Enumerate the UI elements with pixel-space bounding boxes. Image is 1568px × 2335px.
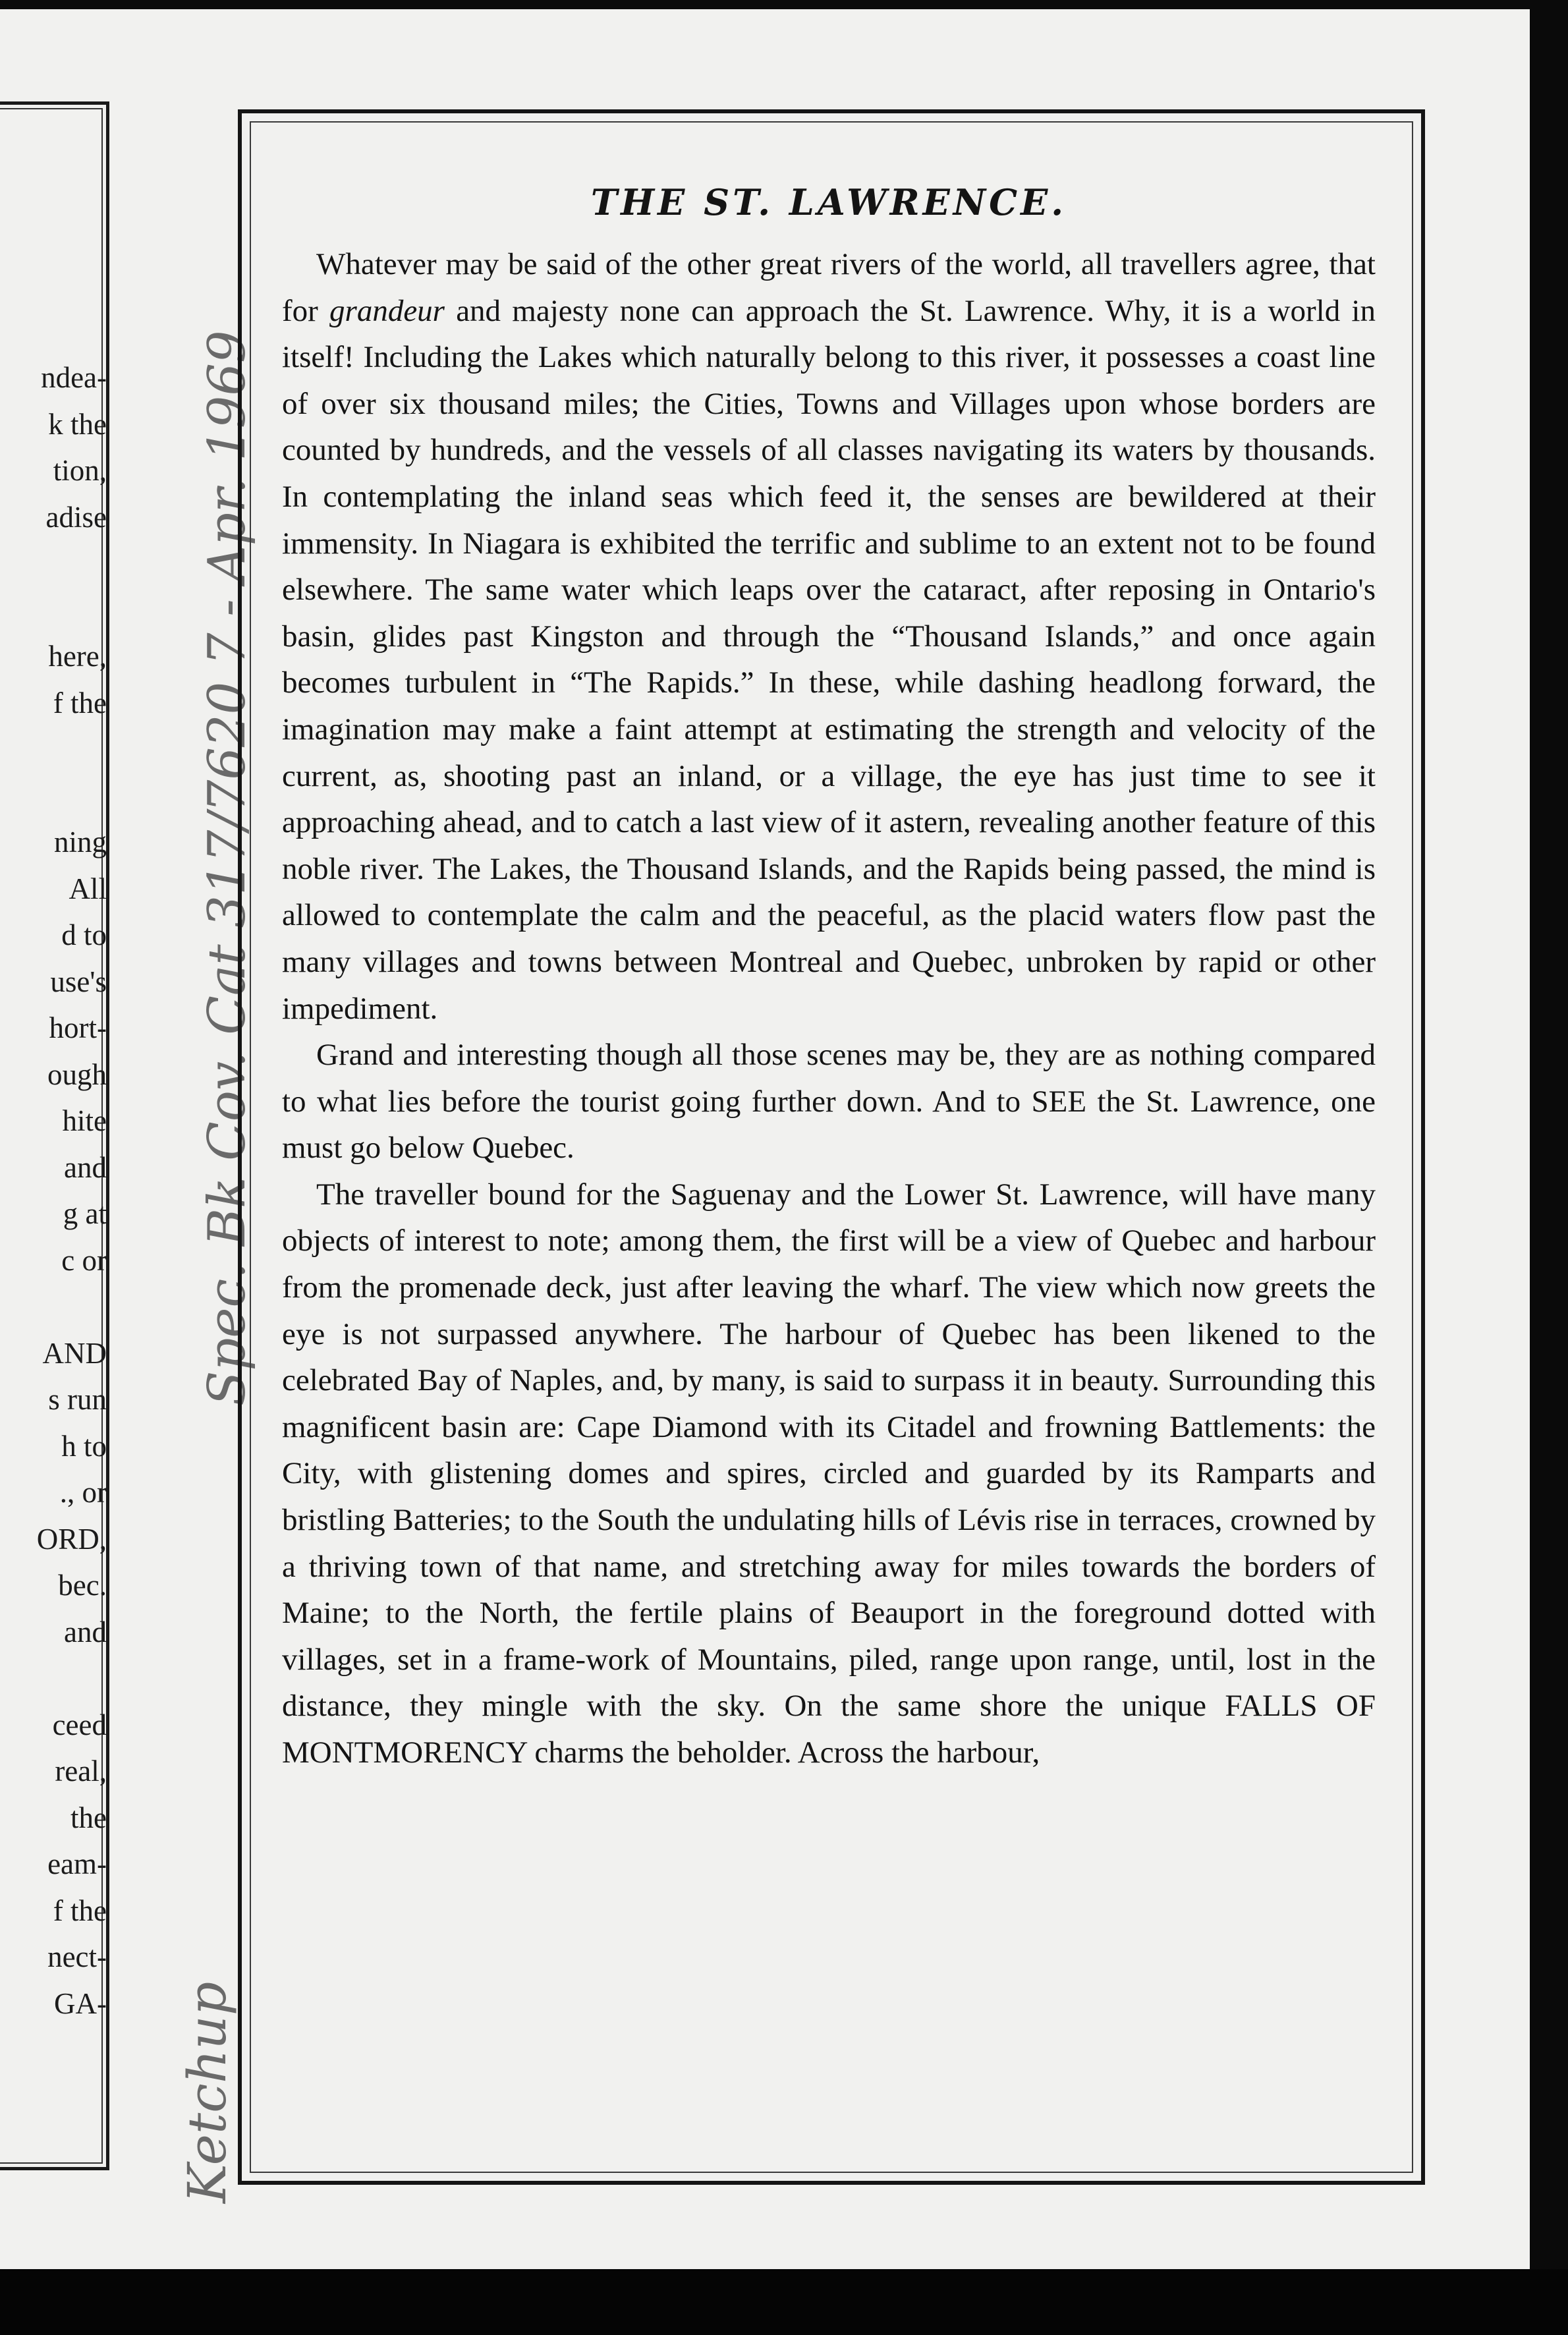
- previous-page-line: f the: [53, 686, 107, 719]
- paragraph-1-text-a: Whatever may be said of the other great rivers of the world, all travellers agree, that for: [282, 247, 1376, 328]
- previous-page-line: bec.: [58, 1569, 107, 1602]
- previous-page-line: ning: [53, 826, 107, 858]
- article-title: THE ST. LAWRENCE.: [590, 181, 1067, 223]
- previous-page-line: c or: [61, 1243, 107, 1277]
- previous-page-line: [0, 1655, 107, 1702]
- previous-page-line: ., or: [59, 1476, 107, 1509]
- previous-page-line: and: [64, 1615, 107, 1648]
- previous-page-line: GA-: [54, 1986, 107, 2020]
- previous-page-line: tion,: [53, 454, 107, 487]
- handwritten-catalog-note: Spec. Bk Cov. Cat 317/7620 7 - Apr. 1969: [198, 330, 257, 1406]
- previous-page-line: use's: [50, 965, 107, 998]
- previous-page-line: g at: [63, 1197, 107, 1230]
- previous-page-line: [0, 1283, 107, 1330]
- previous-page-text-fragments: [0, 354, 107, 2027]
- previous-page-line: real,: [55, 1755, 107, 1787]
- previous-page-column: [0, 9, 115, 2269]
- article-paragraph-3: The traveller bound for the Saguenay and the Lower St. Lawrence, will have many objects of interest to note; among them, the first will be a view of Quebec and harbour from the promenade deck, just after leaving the wharf. The view which now greets the eye is not surpassed anywhere. The harbour of Quebec has been likened to the celebrated Bay of Naples, and, by many, is said to surpass it in beauty. Surrounding this magnificent basin are: Cape Diamond with its Citadel and frowning Battlements: the City, with glistening domes and spires, circled and guarded by its Ramparts and bristling Batteries; to the South the undulating hills of Lévis rise in terraces, crowned by a thriving town of that name, and stretching away for miles towards the borders of Maine; to the North, the fertile plains of Beauport in the foreground dotted with villages, set in a frame-work of Mountains, piled, range upon range, until, lost in the distance, they mingle with the sky. On the same shore the unique FALLS OF MONTMORENCY charms the beholder. Across the harbour,: [282, 1177, 1376, 1770]
- previous-page-line: ough: [47, 1057, 107, 1091]
- scan-edge-right: [1530, 0, 1568, 2269]
- previous-page-line: AND: [42, 1336, 107, 1370]
- previous-page-line: k the: [48, 407, 107, 441]
- article: [282, 179, 1376, 1776]
- previous-page-line: d to: [61, 918, 107, 951]
- previous-page-line: [0, 540, 107, 587]
- previous-page-line: eam-: [47, 1847, 107, 1880]
- handwritten-signature-note: Ketchup: [177, 1981, 238, 2203]
- previous-page-line: h to: [61, 1429, 107, 1463]
- article-paragraph-1: [282, 241, 1376, 1032]
- scan-edge-bottom: [0, 2269, 1568, 2335]
- previous-page-line: nect-: [47, 1940, 107, 1973]
- previous-page-line: All: [69, 872, 107, 905]
- previous-page-line: s run: [48, 1383, 107, 1416]
- previous-page-line: ORD,: [36, 1522, 107, 1556]
- previous-page-line: hite: [62, 1104, 107, 1137]
- paragraph-1-emphasis: grandeur: [329, 293, 445, 328]
- previous-page-line: [0, 587, 107, 634]
- previous-page-line: [0, 726, 107, 773]
- previous-page-line: ndea-: [41, 361, 107, 394]
- previous-page-line: here,: [48, 640, 107, 673]
- previous-page-line: hort-: [49, 1011, 107, 1044]
- paragraph-1-text-b: and majesty none can approach the St. Lawrence. Why, it is a world in itself! Including the Lakes which naturally belong to this river, it possesses a coast line of over six thousand miles; the Cities, Towns and Villages upon whose borders are counted by hundreds, and the vessels of all classes navigating its waters by thousands. In contemplating the inland seas which feed it, the senses are bewildered at their immensity. In Niagara is exhibited the terrific and sublime to an extent not to be found elsewhere. The same water which leaps over the cataract, after reposing in Ontario's basin, glides past Kingston and through the “Thousand Islands,” and once again becomes turbulent in “The Rapids.” In these, while dashing headlong forward, the imagination may make a faint attempt at estimating the strength and velocity of the current, as, shooting past an inland, or a village, the eye has just time to see it approaching ahead, and to catch a last view of it astern, revealing another feature of this noble river. The Lakes, the Thousand Islands, and the Rapids being passed, the mind is allowed to contemplate the calm and the peaceful, as the placid waters flow past the many villages and towns between Montreal and Quebec, unbroken by rapid or other impediment.: [282, 293, 1376, 1026]
- previous-page-line: [0, 773, 107, 820]
- previous-page-line: f the: [53, 1894, 107, 1927]
- previous-page-line: adise: [45, 500, 107, 534]
- article-paragraph-2: Grand and interesting though all those scenes may be, they are as nothing compared to what lies before the tourist going further down. And to SEE the St. Lawrence, one must go below Quebec.: [282, 1038, 1376, 1166]
- previous-page-line: the: [70, 1801, 107, 1834]
- scanned-page: [0, 9, 1530, 2269]
- previous-page-line: ceed: [52, 1708, 107, 1741]
- previous-page-line: and: [64, 1150, 107, 1184]
